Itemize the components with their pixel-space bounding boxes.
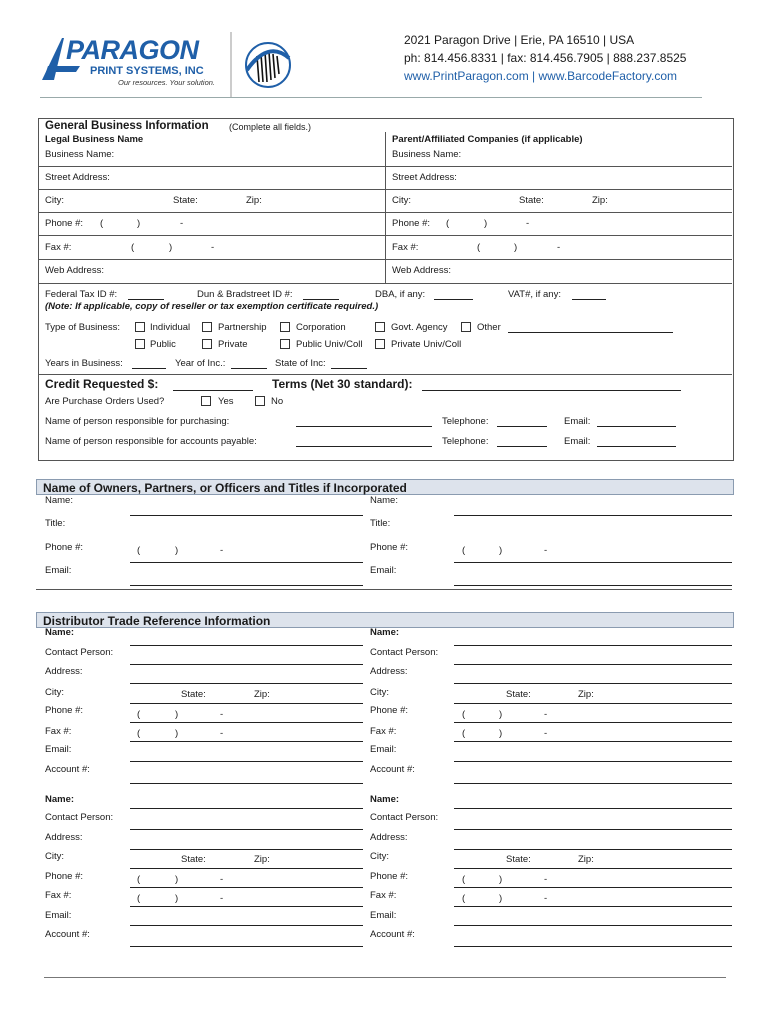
- company-websites[interactable]: www.PrintParagon.com | www.BarcodeFactory.com: [404, 69, 677, 83]
- owner1-phone-field[interactable]: [130, 562, 363, 563]
- ref4-fax-paren-close: ): [499, 893, 503, 904]
- year-of-inc-field[interactable]: [231, 368, 267, 369]
- ref1-city-field[interactable]: [130, 703, 363, 704]
- logo-main-text: PARAGON: [66, 35, 199, 65]
- parent-fax-dash: -: [557, 242, 561, 253]
- federal-tax-id-label: Federal Tax ID #:: [45, 289, 118, 300]
- owner2-email-label: Email:: [370, 565, 397, 576]
- payable-telephone-field[interactable]: [497, 446, 547, 447]
- phone-paren-open: (: [100, 218, 104, 229]
- ref4-phone-paren-open: (: [462, 874, 466, 885]
- company-phones: ph: 814.456.8331 | fax: 814.456.7905 | 888.237.8525: [404, 51, 687, 65]
- partnership-checkbox[interactable]: [202, 322, 212, 332]
- ref1-address-label: Address:: [45, 666, 83, 677]
- ref1-name-field[interactable]: [130, 645, 363, 646]
- owners-section-title: Name of Owners, Partners, or Officers and Titles if Incorporated: [43, 481, 407, 495]
- owner1-email-label: Email:: [45, 565, 72, 576]
- barcode-factory-logo-icon: [223, 30, 293, 100]
- ref4-address-field[interactable]: [454, 849, 732, 850]
- terms-field[interactable]: [422, 390, 681, 391]
- po-yes-checkbox[interactable]: [201, 396, 211, 406]
- owner2-phone-field[interactable]: [454, 562, 732, 563]
- owner1-phone-paren-open: (: [137, 545, 141, 556]
- ref4-phone-label: Phone #:: [370, 871, 409, 882]
- owner2-phone-paren-close: ): [499, 545, 503, 556]
- dba-field[interactable]: [434, 299, 473, 300]
- ref1-phone-field[interactable]: [130, 722, 363, 723]
- purchase-orders-label: Are Purchase Orders Used?: [45, 396, 165, 407]
- parent-fax-paren-close: ): [514, 242, 518, 253]
- public-checkbox[interactable]: [135, 339, 145, 349]
- owner1-phone-paren-close: ): [175, 545, 179, 556]
- govt-agency-checkbox[interactable]: [375, 322, 385, 332]
- purchasing-person-label: Name of person responsible for purchasing:: [45, 416, 230, 427]
- business-name-label: Business Name:: [45, 149, 115, 160]
- parent-web-address-label: Web Address:: [392, 265, 451, 276]
- ref2-phone-paren-close: ): [499, 709, 503, 720]
- ref2-contact-label: Contact Person:: [370, 647, 439, 658]
- ref3-phone-field[interactable]: [130, 887, 363, 888]
- ref2-address-label: Address:: [370, 666, 408, 677]
- duns-field[interactable]: [303, 299, 339, 300]
- ref3-email-field[interactable]: [130, 925, 363, 926]
- owner2-title-label: Title:: [370, 518, 391, 529]
- ref2-email-label: Email:: [370, 744, 397, 755]
- ref4-fax-field[interactable]: [454, 906, 732, 907]
- fax-paren-close: ): [169, 242, 173, 253]
- trade-section-title: Distributor Trade Reference Information: [43, 614, 271, 628]
- ref2-city-label: City:: [370, 687, 389, 698]
- ref2-phone-dash: -: [544, 709, 548, 720]
- owner2-phone-dash: -: [544, 545, 548, 556]
- ref3-phone-paren-close: ): [175, 874, 179, 885]
- ref2-city-field[interactable]: [454, 703, 732, 704]
- ref1-email-label: Email:: [45, 744, 72, 755]
- years-in-business-field[interactable]: [132, 368, 166, 369]
- ref4-state-label: State:: [506, 854, 531, 865]
- ref4-email-field[interactable]: [454, 925, 732, 926]
- ref4-phone-field[interactable]: [454, 887, 732, 888]
- ref1-phone-dash: -: [220, 709, 224, 720]
- ref1-phone-label: Phone #:: [45, 705, 84, 716]
- parent-companies-heading: Parent/Affiliated Companies (if applicable): [392, 134, 583, 145]
- ref2-fax-label: Fax #:: [370, 726, 397, 737]
- parent-street-address-label: Street Address:: [392, 172, 457, 183]
- ref2-account-field[interactable]: [454, 783, 732, 784]
- ref4-account-label: Account #:: [370, 929, 415, 940]
- ref1-name-label: Name:: [45, 627, 75, 638]
- other-checkbox[interactable]: [461, 322, 471, 332]
- ref2-phone-field[interactable]: [454, 722, 732, 723]
- purchasing-person-field[interactable]: [296, 426, 432, 427]
- parent-city-label: City:: [392, 195, 411, 206]
- individual-label: Individual: [150, 322, 191, 333]
- ref4-fax-dash: -: [544, 893, 548, 904]
- ref2-zip-label: Zip:: [578, 689, 594, 700]
- ref4-phone-dash: -: [544, 874, 548, 885]
- ref1-fax-paren-close: ): [175, 728, 179, 739]
- city-label: City:: [45, 195, 64, 206]
- corporation-checkbox[interactable]: [280, 322, 290, 332]
- web-address-label: Web Address:: [45, 265, 104, 276]
- individual-checkbox[interactable]: [135, 322, 145, 332]
- payable-person-field[interactable]: [296, 446, 432, 447]
- years-in-business-label: Years in Business:: [45, 358, 123, 369]
- parent-phone-paren-close: ): [484, 218, 488, 229]
- ref4-name-field[interactable]: [454, 808, 732, 809]
- ref4-contact-field[interactable]: [454, 829, 732, 830]
- ref3-city-label: City:: [45, 851, 64, 862]
- parent-state-label: State:: [519, 195, 544, 206]
- partnership-label: Partnership: [218, 322, 267, 333]
- purchasing-telephone-field[interactable]: [497, 426, 547, 427]
- ref4-account-field[interactable]: [454, 946, 732, 947]
- other-field[interactable]: [508, 332, 673, 333]
- ref4-zip-label: Zip:: [578, 854, 594, 865]
- ref4-name-label: Name:: [370, 794, 400, 805]
- ref2-account-label: Account #:: [370, 764, 415, 775]
- purchasing-telephone-label: Telephone:: [442, 416, 489, 427]
- ref1-fax-label: Fax #:: [45, 726, 72, 737]
- po-no-checkbox[interactable]: [255, 396, 265, 406]
- purchasing-email-field[interactable]: [597, 426, 676, 427]
- purchasing-email-label: Email:: [564, 416, 591, 427]
- credit-requested-field[interactable]: [173, 390, 253, 391]
- duns-label: Dun & Bradstreet ID #:: [197, 289, 293, 300]
- credit-requested-label: Credit Requested $:: [45, 377, 159, 391]
- ref3-account-field[interactable]: [130, 946, 363, 947]
- ref2-fax-dash: -: [544, 728, 548, 739]
- ref3-state-label: State:: [181, 854, 206, 865]
- owner2-name-field[interactable]: [454, 515, 732, 516]
- ref3-fax-paren-open: (: [137, 893, 141, 904]
- federal-tax-id-field[interactable]: [128, 299, 164, 300]
- ref1-address-field[interactable]: [130, 683, 363, 684]
- ref3-name-label: Name:: [45, 794, 75, 805]
- fax-label: Fax #:: [45, 242, 72, 253]
- footer-divider: [44, 977, 726, 978]
- phone-label: Phone #:: [45, 218, 84, 229]
- private-label: Private: [218, 339, 248, 350]
- ref2-phone-paren-open: (: [462, 709, 466, 720]
- trade-section-header: [36, 612, 734, 628]
- owner1-title-label: Title:: [45, 518, 66, 529]
- ref3-email-label: Email:: [45, 910, 72, 921]
- corporation-label: Corporation: [296, 322, 346, 333]
- ref2-state-label: State:: [506, 689, 531, 700]
- ref1-fax-field[interactable]: [130, 741, 363, 742]
- ref3-name-field[interactable]: [130, 808, 363, 809]
- ref3-contact-label: Contact Person:: [45, 812, 114, 823]
- ref2-fax-paren-close: ): [499, 728, 503, 739]
- ref3-address-label: Address:: [45, 832, 83, 843]
- ref4-fax-label: Fax #:: [370, 890, 397, 901]
- dba-label: DBA, if any:: [375, 289, 426, 300]
- ref3-contact-field[interactable]: [130, 829, 363, 830]
- company-address: 2021 Paragon Drive | Erie, PA 16510 | USA: [404, 33, 635, 47]
- logo-tagline: Our resources. Your solution.: [118, 78, 215, 87]
- ref3-address-field[interactable]: [130, 849, 363, 850]
- ref1-city-label: City:: [45, 687, 64, 698]
- other-label: Other: [477, 322, 501, 333]
- ref2-phone-label: Phone #:: [370, 705, 409, 716]
- section-title-general: General Business Information: [45, 120, 209, 132]
- ref3-phone-label: Phone #:: [45, 871, 84, 882]
- ref1-contact-label: Contact Person:: [45, 647, 114, 658]
- state-of-inc-field[interactable]: [331, 368, 367, 369]
- ref3-phone-paren-open: (: [137, 874, 141, 885]
- parent-phone-dash: -: [526, 218, 530, 229]
- owner2-email-field[interactable]: [454, 585, 732, 586]
- ref3-fax-paren-close: ): [175, 893, 179, 904]
- logo-sub-text: PRINT SYSTEMS, INC: [90, 65, 204, 77]
- owner2-phone-label: Phone #:: [370, 542, 409, 553]
- tax-exemption-note: (Note: If applicable, copy of reseller or tax exemption certificate required.): [45, 301, 379, 312]
- po-yes-label: Yes: [218, 396, 234, 407]
- owners-section-header: [36, 479, 734, 495]
- ref1-account-field[interactable]: [130, 783, 363, 784]
- private-univ-checkbox[interactable]: [375, 339, 385, 349]
- ref4-city-field[interactable]: [454, 868, 732, 869]
- parent-business-name-label: Business Name:: [392, 149, 462, 160]
- state-label: State:: [173, 195, 198, 206]
- terms-label: Terms (Net 30 standard):: [272, 377, 413, 391]
- street-address-label: Street Address:: [45, 172, 110, 183]
- fax-paren-open: (: [131, 242, 135, 253]
- public-label: Public: [150, 339, 176, 350]
- govt-agency-label: Govt. Agency: [391, 322, 448, 333]
- ref1-phone-paren-open: (: [137, 709, 141, 720]
- ref1-fax-paren-open: (: [137, 728, 141, 739]
- ref4-contact-label: Contact Person:: [370, 812, 439, 823]
- owner1-phone-dash: -: [220, 545, 224, 556]
- parent-phone-label: Phone #:: [392, 218, 431, 229]
- owner1-email-field[interactable]: [130, 585, 363, 586]
- parent-fax-label: Fax #:: [392, 242, 419, 253]
- ref1-phone-paren-close: ): [175, 709, 179, 720]
- ref1-fax-dash: -: [220, 728, 224, 739]
- ref3-zip-label: Zip:: [254, 854, 270, 865]
- parent-phone-paren-open: (: [446, 218, 450, 229]
- owner1-name-label: Name:: [45, 495, 73, 506]
- ref3-phone-dash: -: [220, 874, 224, 885]
- public-univ-checkbox[interactable]: [280, 339, 290, 349]
- ref4-city-label: City:: [370, 851, 389, 862]
- state-of-inc-label: State of Inc:: [275, 358, 326, 369]
- owner1-phone-label: Phone #:: [45, 542, 84, 553]
- fax-dash: -: [211, 242, 215, 253]
- ref1-contact-field[interactable]: [130, 664, 363, 665]
- ref3-fax-field[interactable]: [130, 906, 363, 907]
- legal-name-heading: Legal Business Name: [45, 134, 144, 145]
- zip-label: Zip:: [246, 195, 262, 206]
- section-note-general: (Complete all fields.): [229, 122, 312, 132]
- payable-person-label: Name of person responsible for accounts payable:: [45, 436, 257, 447]
- po-no-label: No: [271, 396, 284, 407]
- ref2-fax-field[interactable]: [454, 741, 732, 742]
- public-univ-label: Public Univ/Coll: [296, 339, 363, 350]
- owner2-name-label: Name:: [370, 495, 398, 506]
- ref2-name-label: Name:: [370, 627, 400, 638]
- parent-fax-paren-open: (: [477, 242, 481, 253]
- parent-zip-label: Zip:: [592, 195, 608, 206]
- owner1-name-field[interactable]: [130, 515, 363, 516]
- ref3-city-field[interactable]: [130, 868, 363, 869]
- ref4-address-label: Address:: [370, 832, 408, 843]
- ref2-name-field[interactable]: [454, 645, 732, 646]
- phone-dash: -: [180, 218, 184, 229]
- ref1-zip-label: Zip:: [254, 689, 270, 700]
- ref1-account-label: Account #:: [45, 764, 90, 775]
- ref4-email-label: Email:: [370, 910, 397, 921]
- ref3-fax-label: Fax #:: [45, 890, 72, 901]
- payable-email-field[interactable]: [597, 446, 676, 447]
- ref2-contact-field[interactable]: [454, 664, 732, 665]
- ref1-state-label: State:: [181, 689, 206, 700]
- ref3-account-label: Account #:: [45, 929, 90, 940]
- phone-paren-close: ): [137, 218, 141, 229]
- private-univ-label: Private Univ/Coll: [391, 339, 462, 350]
- vat-label: VAT#, if any:: [508, 289, 561, 300]
- ref2-address-field[interactable]: [454, 683, 732, 684]
- ref4-phone-paren-close: ): [499, 874, 503, 885]
- vat-field[interactable]: [572, 299, 606, 300]
- ref4-fax-paren-open: (: [462, 893, 466, 904]
- ref3-fax-dash: -: [220, 893, 224, 904]
- payable-email-label: Email:: [564, 436, 591, 447]
- type-of-business-label: Type of Business:: [45, 322, 120, 333]
- year-of-inc-label: Year of Inc.:: [175, 358, 226, 369]
- private-checkbox[interactable]: [202, 339, 212, 349]
- ref1-email-field[interactable]: [130, 761, 363, 762]
- owner2-phone-paren-open: (: [462, 545, 466, 556]
- payable-telephone-label: Telephone:: [442, 436, 489, 447]
- ref2-fax-paren-open: (: [462, 728, 466, 739]
- ref2-email-field[interactable]: [454, 761, 732, 762]
